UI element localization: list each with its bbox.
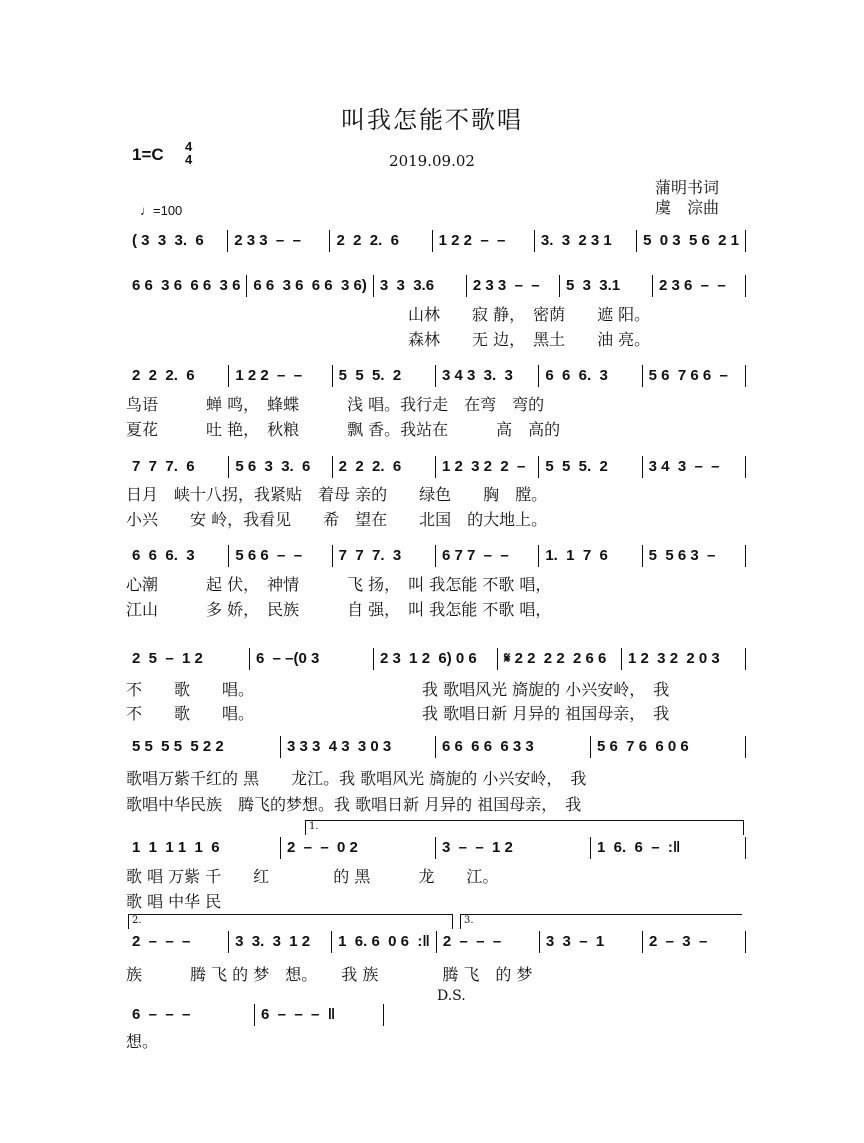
measure: 3 – – 1 2 bbox=[436, 837, 591, 859]
composer-credit: 虞 淙曲 bbox=[655, 198, 720, 217]
key-signature: 1=C bbox=[132, 145, 164, 164]
measure: 3 3 3.6 bbox=[374, 275, 467, 297]
meter-bottom: 4 bbox=[185, 152, 193, 167]
measure: 5 0 3 5 6 2 1 bbox=[637, 230, 746, 252]
measure: ( 3 3 3. 6 bbox=[126, 230, 228, 252]
measure: 6 6 6. 3 bbox=[539, 365, 642, 387]
measure: 5 6 3 3. 6 bbox=[229, 456, 332, 478]
measure: 6 6 6. 3 bbox=[126, 545, 229, 567]
measure: 1 6. 6 – :‖ bbox=[591, 837, 746, 859]
measure: 5 5 6 3 – bbox=[643, 545, 746, 567]
measure: 2 – – 0 2 bbox=[281, 837, 436, 859]
measure: 1 2 3 2 2 – bbox=[436, 456, 539, 478]
measure: 6 6 3 6 6 6 3 6) bbox=[247, 275, 373, 297]
lyric-line: 小兴 安 岭，我看见 希 望在 北国 的大地上。 bbox=[126, 510, 548, 529]
lyric-line: 夏花 吐 艳， 秋粮 飘 香。我站在 高 高的 bbox=[126, 420, 561, 439]
lyric-line: 鸟语 蝉 鸣， 蜂蝶 浅 唱。我行走 在弯 弯的 bbox=[126, 395, 545, 414]
lyric-line: 江山 多 娇， 民族 自 强， 叫 我怎能 不歌 唱， bbox=[126, 600, 552, 619]
measure: 1 1 1 1 1 6 bbox=[126, 837, 281, 859]
notation-row bbox=[126, 648, 746, 670]
meter-top: 4 bbox=[185, 139, 193, 154]
ds-marking: D.S. bbox=[437, 988, 466, 1004]
measure: 3 3 – 1 bbox=[540, 931, 643, 953]
lyric-line: 想。 bbox=[126, 1032, 159, 1051]
notation-row bbox=[126, 230, 746, 252]
notation-row bbox=[126, 545, 746, 567]
notation-row bbox=[126, 931, 746, 953]
measure: 1 2 2 – – bbox=[433, 230, 535, 252]
measure: 𝄋 2 2 2 2 2 6 6 bbox=[498, 648, 622, 670]
measure: 6 6 6 6 6 3 3 bbox=[436, 736, 591, 758]
lyricist-credit: 蒲明书词 bbox=[655, 178, 720, 197]
date: 2019.09.02 bbox=[389, 152, 475, 170]
measure: 2 5 – 1 2 bbox=[126, 648, 250, 670]
lyric-line: 不 歌 唱。 我 歌唱日新 月异的 祖国母亲， 我 bbox=[126, 704, 670, 723]
lyric-line: 日月 峡十八拐，我紧贴 着母 亲的 绿色 胸 膛。 bbox=[126, 485, 548, 504]
measure: 1 2 3 2 2 0 3 bbox=[622, 648, 746, 670]
lyric-line: 歌唱万紫千红的 黑 龙江。我 歌唱风光 旖旎的 小兴安岭， 我 bbox=[126, 769, 587, 788]
measure: 2 – – – bbox=[437, 931, 540, 953]
lyric-line: 歌唱中华民族 腾飞的梦想。我 歌唱日新 月异的 祖国母亲， 我 bbox=[126, 795, 582, 814]
measure: 5 6 7 6 6 – bbox=[643, 365, 746, 387]
measure: 6 7 7 – – bbox=[436, 545, 539, 567]
volta-3: 3. bbox=[460, 914, 742, 929]
measure: 2 – – – bbox=[126, 931, 229, 953]
tempo-marking: ♩=100 bbox=[140, 203, 183, 218]
measure: 3 4 3 3. 3 bbox=[436, 365, 539, 387]
notation-row bbox=[126, 1004, 384, 1026]
song-title: 叫我怎能不歌唱 bbox=[341, 106, 523, 134]
measure: 2 3 3 – – bbox=[228, 230, 330, 252]
volta-2: 2. bbox=[128, 914, 453, 929]
measure: 3 3. 3 1 2 bbox=[229, 931, 332, 953]
measure: 3 4 3 – – bbox=[643, 456, 746, 478]
measure: 2 3 3 – – bbox=[467, 275, 560, 297]
measure: 3 3 3 4 3 3 0 3 bbox=[281, 736, 436, 758]
measure: 3. 3 2 3 1 bbox=[535, 230, 637, 252]
measure: 7 7 7. 3 bbox=[333, 545, 436, 567]
measure: 2 3 6 – – bbox=[653, 275, 746, 297]
notation-row bbox=[126, 275, 746, 297]
measure: 6 – – – ‖ bbox=[255, 1004, 384, 1026]
lyric-line: 不 歌 唱。 我 歌唱风光 旖旎的 小兴安岭， 我 bbox=[126, 680, 670, 699]
notation-row bbox=[126, 837, 746, 859]
volta-1: 1. bbox=[305, 820, 744, 835]
notation-row bbox=[126, 365, 746, 387]
notation-row bbox=[126, 456, 746, 478]
measure: 7 7 7. 6 bbox=[126, 456, 229, 478]
measure: 1 2 2 – – bbox=[229, 365, 332, 387]
measure: 6 – –(0 3 bbox=[250, 648, 374, 670]
measure: 1 6. 6 0 6 :‖ bbox=[332, 931, 437, 953]
measure: 5 3 3.1 bbox=[560, 275, 653, 297]
measure: 6 – – – bbox=[126, 1004, 255, 1026]
lyric-line: 歌 唱 中华 民 bbox=[126, 892, 222, 911]
lyric-line: 歌 唱 万紫 千 红 的 黑 龙 江。 bbox=[126, 867, 499, 886]
lyric-line: 心潮 起 伏， 神情 飞 扬， 叫 我怎能 不歌 唱， bbox=[126, 575, 552, 594]
lyric-line: 族 腾 飞 的 梦 想。 我 族 腾 飞 的 梦 bbox=[126, 965, 533, 984]
measure: 5 5 5. 2 bbox=[539, 456, 642, 478]
measure: 2 2 2. 6 bbox=[330, 230, 432, 252]
measure: 2 – 3 – bbox=[643, 931, 746, 953]
notation-row bbox=[126, 736, 746, 758]
measure: 5 5 5. 2 bbox=[333, 365, 436, 387]
measure: 2 2 2. 6 bbox=[126, 365, 229, 387]
measure: 5 6 6 – – bbox=[229, 545, 332, 567]
measure: 6 6 3 6 6 6 3 6 bbox=[126, 275, 247, 297]
lyric-line: 森林 无 边， 黑土 油 亮。 bbox=[408, 330, 651, 349]
measure: 1. 1 7 6 bbox=[539, 545, 642, 567]
measure: 2 3 1 2 6) 0 6 bbox=[374, 648, 498, 670]
lyric-line: 山林 寂 静， 密荫 遮 阳。 bbox=[408, 305, 651, 324]
measure: 5 6 7 6 6 0 6 bbox=[591, 736, 746, 758]
measure: 5 5 5 5 5 2 2 bbox=[126, 736, 281, 758]
measure: 2 2 2. 6 bbox=[333, 456, 436, 478]
